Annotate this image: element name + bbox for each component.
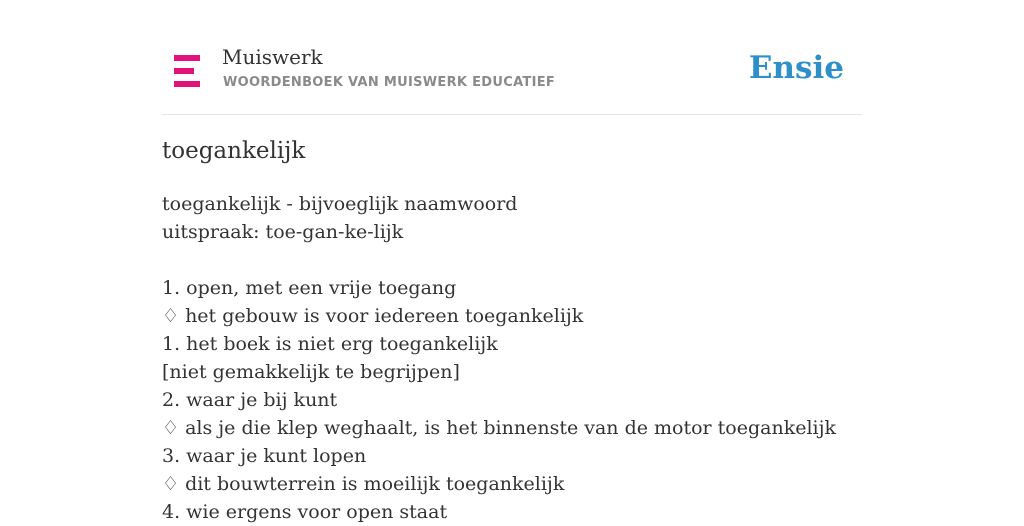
entry-line: 3. waar je kunt lopen [162,445,367,467]
entry-line: [niet gemakkelijk te begrijpen] [162,361,460,383]
entry-line: 2. waar je bij kunt [162,389,338,411]
muiswerk-logo-icon[interactable] [174,55,200,87]
entry-line: ♢ dit bouwterrein is moeilijk toegankelijk [162,473,565,495]
entry-title: toegankelijk [162,138,306,164]
entry-line: ♢ als je die klep weghaalt, is het binnenste van de motor toegankelijk [162,417,837,439]
entry-line: 1. open, met een vrije toegang [162,277,457,299]
entry-body [162,190,862,526]
entry-line: 4. wie ergens voor open staat [162,501,448,523]
site-header [162,0,862,115]
entry-blank-line [162,246,862,274]
ensie-logo[interactable]: Ensie [748,50,844,86]
entry-line: uitspraak: toe-gan-ke-lijk [162,221,404,243]
site-name[interactable]: Muiswerk [222,45,323,69]
page [162,0,862,523]
entry-line: toegankelijk - bijvoeglijk naamwoord [162,193,518,215]
entry-line: ♢ het gebouw is voor iedereen toegankelijk [162,305,584,327]
site-subtitle: WOORDENBOEK VAN MUISWERK EDUCATIEF [223,75,556,90]
entry-line: 1. het boek is niet erg toegankelijk [162,333,498,355]
